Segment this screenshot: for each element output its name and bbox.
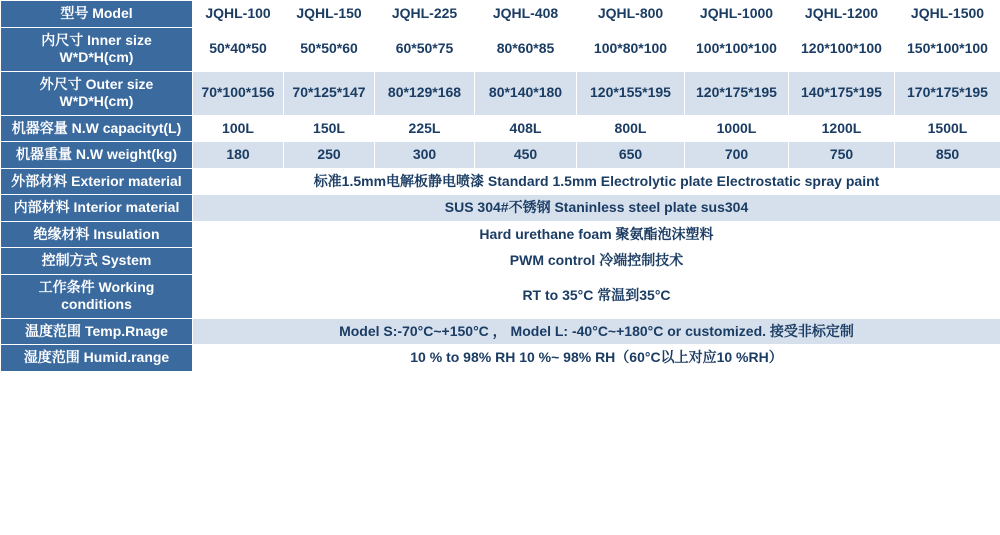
cell-capacity-2: 150L [284,115,375,142]
cell-outer-size-7: 140*175*195 [789,71,895,115]
table-row [1,71,1000,115]
cell-weight-3: 300 [375,142,475,169]
row-label-capacity: 机器容量 N.W capacityt(L) [1,115,193,142]
cell-outer-size-4: 80*140*180 [475,71,577,115]
cell-capacity-4: 408L [475,115,577,142]
cell-weight-6: 700 [685,142,789,169]
cell-outer-size-2: 70*125*147 [284,71,375,115]
cell-system: PWM control 冷端控制技术 [193,248,1000,275]
cell-capacity-7: 1200L [789,115,895,142]
table-row [1,195,1000,222]
cell-inner-size-8: 150*100*100 [895,27,1000,71]
cell-inner-size-3: 60*50*75 [375,27,475,71]
table-row [1,27,1000,71]
row-label-system: 控制方式 System [1,248,193,275]
table-row [1,168,1000,195]
cell-interior-material: SUS 304#不锈钢 Staninless steel plate sus304 [193,195,1000,222]
row-label-temp-range: 温度范围 Temp.Rnage [1,318,193,345]
cell-inner-size-1: 50*40*50 [193,27,284,71]
cell-capacity-8: 1500L [895,115,1000,142]
cell-outer-size-8: 170*175*195 [895,71,1000,115]
cell-inner-size-4: 80*60*85 [475,27,577,71]
table-row [1,318,1000,345]
row-label-working-conditions: 工作条件 Working conditions [1,274,193,318]
cell-capacity-1: 100L [193,115,284,142]
cell-humid-range: 10 % to 98% RH 10 %~ 98% RH（60°C以上对应10 %RH） [193,345,1000,372]
cell-insulation: Hard urethane foam 聚氨酯泡沫塑料 [193,221,1000,248]
cell-model-7: JQHL-1200 [789,1,895,28]
row-label-inner-size: 内尺寸 Inner size W*D*H(cm) [1,27,193,71]
cell-weight-5: 650 [577,142,685,169]
cell-inner-size-6: 100*100*100 [685,27,789,71]
cell-weight-7: 750 [789,142,895,169]
cell-model-6: JQHL-1000 [685,1,789,28]
cell-model-3: JQHL-225 [375,1,475,28]
cell-outer-size-6: 120*175*195 [685,71,789,115]
cell-inner-size-7: 120*100*100 [789,27,895,71]
cell-model-2: JQHL-150 [284,1,375,28]
row-label-interior-material: 内部材料 Interior material [1,195,193,222]
table-row [1,221,1000,248]
row-label-outer-size: 外尺寸 Outer size W*D*H(cm) [1,71,193,115]
row-label-weight: 机器重量 N.W weight(kg) [1,142,193,169]
cell-capacity-5: 800L [577,115,685,142]
table-row [1,115,1000,142]
cell-outer-size-5: 120*155*195 [577,71,685,115]
cell-model-8: JQHL-1500 [895,1,1000,28]
specification-table-body [1,1,1000,372]
cell-model-4: JQHL-408 [475,1,577,28]
table-row [1,1,1000,28]
table-row [1,274,1000,318]
cell-weight-8: 850 [895,142,1000,169]
cell-inner-size-5: 100*80*100 [577,27,685,71]
cell-model-5: JQHL-800 [577,1,685,28]
cell-outer-size-1: 70*100*156 [193,71,284,115]
row-label-model: 型号 Model [1,1,193,28]
table-row [1,248,1000,275]
cell-inner-size-2: 50*50*60 [284,27,375,71]
cell-outer-size-3: 80*129*168 [375,71,475,115]
row-label-insulation: 绝缘材料 Insulation [1,221,193,248]
row-label-humid-range: 湿度范围 Humid.range [1,345,193,372]
cell-exterior-material: 标准1.5mm电解板静电喷漆 Standard 1.5mm Electrolytic plate Electrostatic spray paint [193,168,1000,195]
cell-capacity-6: 1000L [685,115,789,142]
cell-weight-1: 180 [193,142,284,169]
cell-working-conditions: RT to 35°C 常温到35°C [193,274,1000,318]
table-row [1,142,1000,169]
table-row [1,345,1000,372]
row-label-exterior-material: 外部材料 Exterior material [1,168,193,195]
cell-model-1: JQHL-100 [193,1,284,28]
cell-weight-2: 250 [284,142,375,169]
cell-temp-range: Model S:-70°C~+150°C ， Model L: -40°C~+180°C or customized. 接受非标定制 [193,318,1000,345]
cell-weight-4: 450 [475,142,577,169]
cell-capacity-3: 225L [375,115,475,142]
